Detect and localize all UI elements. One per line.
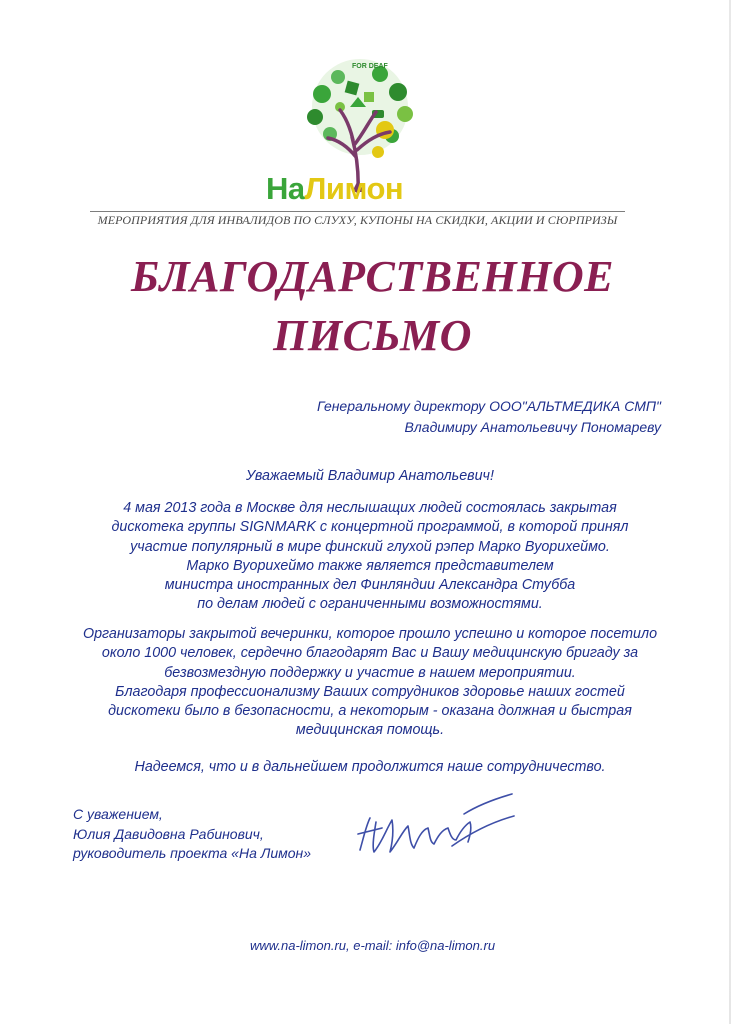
addressee-position: Генеральному директору ООО"АЛЬТМЕДИКА СМП" [316,398,661,414]
addressee-name: Владимиру Анатольевичу Пономареву [404,419,661,435]
addressee [317,396,661,438]
paragraph-line: министра иностранных дел Финляндии Александра Стубба [164,577,576,594]
brand-na: На [266,171,305,206]
paragraph-line: Марко Вуорихеймо также является представителем [186,557,554,574]
handwritten-signature-icon [352,792,522,864]
title-line-2: ПИСЬМО [273,311,472,360]
paragraph-2 [60,625,680,741]
paragraph-line: Благодаря профессионализму Ваших сотрудников здоровье наших гостей [115,683,625,700]
brand-logo [266,172,446,206]
regards: С уважением, [73,806,163,822]
greeting: Уважаемый Владимир Анатольевич! [246,468,494,484]
closing-wish: Надеемся, что и в дальнейшем продолжится наше сотрудничество. [134,759,606,775]
header-rule [90,211,625,212]
paragraph-1 [60,499,680,615]
paragraph-line: медицинская помощь. [295,722,445,739]
signer-name: Юлия Давидовна Рабинович, [73,825,264,842]
paragraph-line: 4 мая 2013 года в Москве для неслышащих людей состоялась закрытая [123,500,617,516]
paragraph-line: участие популярный в мире финский глухой рэпер Марко Вуорихеймо. [130,538,610,555]
paragraph-line: около 1000 человек, сердечно благодарят Вас и Вашу медицинскую бригаду за [101,645,639,662]
title-line-1: БЛАГОДАРСТВЕННОЕ [131,252,614,301]
paragraph-line: дискотеки было в безопасности, а некоторым - оказана должная и быстрая [108,703,632,720]
paragraph-line: Организаторы закрытой вечеринки, которое прошло успешно и которое посетило [82,626,658,642]
signature-block [73,805,311,864]
tree-crown [307,59,413,158]
paragraph-line: дискотека группы SIGNMARK с концертной программой, в которой принял [111,519,629,536]
tree-caption: FOR DEAF [352,63,388,70]
paragraph-line: безвозмездную поддержку и участие в нашем мероприятии. [164,664,576,681]
signer-position: руководитель проекта «На Лимон» [73,845,311,861]
tagline: МЕРОПРИЯТИЯ ДЛЯ ИНВАЛИДОВ ПО СЛУХУ, КУПОНЫ НА СКИДКИ, АКЦИИ И СЮРПРИЗЫ [97,213,618,227]
paragraph-line: по делам людей с ограниченными возможностями. [197,596,543,613]
footer-contacts: www.na-limon.ru, e-mail: info@na-limon.ru [249,938,496,953]
scan-edge [729,0,731,1024]
brand-limon: Лимон [304,171,404,206]
